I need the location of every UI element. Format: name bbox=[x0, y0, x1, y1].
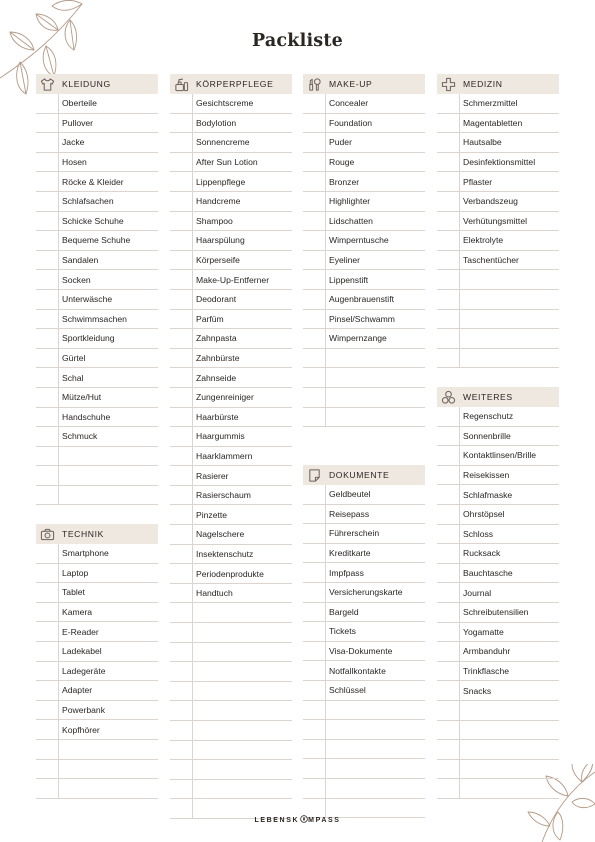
checklist-item-label: Ladekabel bbox=[62, 646, 102, 657]
checklist-item-label: Desinfektionsmittel bbox=[463, 157, 536, 168]
checklist-item-label: Concealer bbox=[329, 98, 369, 109]
checklist-row[interactable] bbox=[303, 505, 425, 525]
checklist-row[interactable] bbox=[36, 94, 158, 114]
checklist-row[interactable] bbox=[36, 662, 158, 682]
checklist-row[interactable] bbox=[303, 192, 425, 212]
checklist-row[interactable] bbox=[36, 681, 158, 701]
checklist-row[interactable] bbox=[170, 760, 292, 780]
document-icon bbox=[303, 465, 325, 485]
checklist-item-label: Tablet bbox=[62, 587, 85, 598]
checklist-item-label: Rasierer bbox=[196, 470, 229, 481]
checklist-item-label: Schmerzmittel bbox=[463, 98, 518, 109]
checklist-item-label: Insektenschutz bbox=[196, 548, 254, 559]
checklist-item-label: Bargeld bbox=[329, 606, 359, 617]
checklist-item-label: Sandalen bbox=[62, 255, 99, 266]
checklist-item-label: Handschuhe bbox=[62, 411, 111, 422]
checklist-item-label: Laptop bbox=[62, 567, 89, 578]
checklist-item-label: Bequeme Schuhe bbox=[62, 235, 131, 246]
checklist-item-label: Socken bbox=[62, 274, 91, 285]
checklist-row[interactable] bbox=[303, 94, 425, 114]
checklist-item-label: Schal bbox=[62, 372, 84, 383]
checklist-row[interactable] bbox=[437, 94, 559, 114]
checklist-row[interactable] bbox=[36, 779, 158, 799]
section-kleidung bbox=[36, 74, 158, 505]
checklist-row[interactable] bbox=[170, 505, 292, 525]
checklist-item-label: Augenbrauenstift bbox=[329, 294, 394, 305]
section-weiteres bbox=[437, 387, 559, 799]
checklist-item-label: Verbandszeug bbox=[463, 196, 518, 207]
checklist-row[interactable] bbox=[437, 466, 559, 486]
checklist-row[interactable] bbox=[36, 486, 158, 506]
checklist-item-label: Trinkflasche bbox=[463, 666, 510, 677]
checklist-row[interactable] bbox=[36, 368, 158, 388]
checklist-item-label: Smartphone bbox=[62, 548, 109, 559]
checklist-item-label: Foundation bbox=[329, 117, 373, 128]
section-title: WEITERES bbox=[463, 392, 513, 402]
checklist-row[interactable] bbox=[303, 388, 425, 408]
section-medizin bbox=[437, 74, 559, 368]
checklist-item-label: Periodenprodukte bbox=[196, 568, 264, 579]
section-dokumente bbox=[303, 465, 425, 818]
checklist-item-label: Puder bbox=[329, 137, 352, 148]
checklist-item-label: Snacks bbox=[463, 685, 492, 696]
checklist-row[interactable] bbox=[437, 701, 559, 721]
checklist-row[interactable] bbox=[36, 172, 158, 192]
checklist-rows bbox=[36, 544, 158, 799]
checklist-item-label: Adapter bbox=[62, 685, 93, 696]
checklist-item-label: Reisepass bbox=[329, 508, 370, 519]
checklist-row[interactable] bbox=[437, 446, 559, 466]
checklist-row[interactable] bbox=[437, 270, 559, 290]
checklist-item-label: Führerschein bbox=[329, 528, 380, 539]
checklist-item-label: Oberteile bbox=[62, 98, 97, 109]
section-title: TECHNIK bbox=[62, 529, 104, 539]
checklist-row[interactable] bbox=[36, 270, 158, 290]
checklist-row[interactable] bbox=[303, 603, 425, 623]
checklist-item-label: Regenschutz bbox=[463, 411, 514, 422]
checklist-item-label: Mütze/Hut bbox=[62, 392, 102, 403]
checklist-row[interactable] bbox=[170, 368, 292, 388]
checklist-row[interactable] bbox=[170, 114, 292, 134]
checklist-row[interactable] bbox=[303, 270, 425, 290]
checklist-item-label: Make-Up-Entferner bbox=[196, 274, 270, 285]
checklist-row[interactable] bbox=[170, 662, 292, 682]
checklist-row[interactable] bbox=[170, 172, 292, 192]
checklist-row[interactable] bbox=[437, 212, 559, 232]
section-header-kleidung bbox=[36, 74, 158, 94]
checklist-row[interactable] bbox=[170, 603, 292, 623]
checklist-item-label: Haarbürste bbox=[196, 411, 239, 422]
checklist-item-label: Jacke bbox=[62, 137, 85, 148]
checklist-item-label: Bodylotion bbox=[196, 117, 237, 128]
checklist-item-label: Sonnencreme bbox=[196, 137, 250, 148]
checklist-item-label: Sportkleidung bbox=[62, 333, 115, 344]
brand-logo bbox=[0, 815, 595, 824]
checklist-item-label: Wimpernzange bbox=[329, 333, 387, 344]
checklist-row[interactable] bbox=[303, 720, 425, 740]
checklist-item-label: Unterwäsche bbox=[62, 294, 113, 305]
checklist-item-label: Yogamatte bbox=[463, 626, 504, 637]
checklist-row[interactable] bbox=[170, 251, 292, 271]
checklist-row[interactable] bbox=[437, 525, 559, 545]
checklist-rows bbox=[437, 94, 559, 368]
checklist-item-label: Rasierschaum bbox=[196, 490, 251, 501]
checklist-row[interactable] bbox=[36, 349, 158, 369]
checklist-row[interactable] bbox=[170, 153, 292, 173]
checklist-row[interactable] bbox=[36, 192, 158, 212]
checklist-row[interactable] bbox=[170, 349, 292, 369]
checklist-item-label: Sonnenbrille bbox=[463, 430, 511, 441]
checklist-item-label: Visa-Dokumente bbox=[329, 646, 393, 657]
checklist-row[interactable] bbox=[36, 114, 158, 134]
checklist-item-label: Ladegeräte bbox=[62, 665, 106, 676]
checklist-item-label: Schwimmsachen bbox=[62, 313, 127, 324]
checklist-row[interactable] bbox=[437, 153, 559, 173]
checklist-item-label: Handtuch bbox=[196, 588, 233, 599]
checklist-row[interactable] bbox=[36, 427, 158, 447]
checklist-row[interactable] bbox=[170, 329, 292, 349]
checklist-row[interactable] bbox=[437, 172, 559, 192]
checklist-item-label: Impfpass bbox=[329, 567, 364, 578]
section-header-technik bbox=[36, 524, 158, 544]
checklist-row[interactable] bbox=[170, 94, 292, 114]
checklist-item-label: Tickets bbox=[329, 626, 356, 637]
checklist-item-label: Röcke & Kleider bbox=[62, 176, 124, 187]
checklist-row[interactable] bbox=[437, 740, 559, 760]
checklist-row[interactable] bbox=[36, 231, 158, 251]
checklist-item-label: Schreibutensilien bbox=[463, 607, 529, 618]
section-title: MEDIZIN bbox=[463, 79, 503, 89]
checklist-row[interactable] bbox=[303, 524, 425, 544]
checklist-row[interactable] bbox=[36, 251, 158, 271]
checklist-row[interactable] bbox=[170, 447, 292, 467]
brand-text-left: LEBENSK bbox=[254, 817, 300, 824]
checklist-row[interactable] bbox=[36, 701, 158, 721]
checklist-item-label: Versicherungskarte bbox=[329, 587, 403, 598]
checklist-row[interactable] bbox=[303, 408, 425, 428]
checklist-row[interactable] bbox=[437, 760, 559, 780]
checklist-item-label: Kreditkarte bbox=[329, 548, 371, 559]
checklist-item-label: Eyeliner bbox=[329, 255, 361, 266]
checklist-item-label: Rucksack bbox=[463, 548, 501, 559]
checklist-item-label: Pinsel/Schwamm bbox=[329, 313, 395, 324]
camera-icon bbox=[36, 524, 58, 544]
checklist-row[interactable] bbox=[303, 133, 425, 153]
shirt-icon bbox=[36, 74, 58, 94]
checklist-row[interactable] bbox=[36, 564, 158, 584]
checklist-row[interactable] bbox=[36, 622, 158, 642]
checklist-row[interactable] bbox=[170, 721, 292, 741]
checklist-row[interactable] bbox=[303, 740, 425, 760]
section-title: KÖRPERPFLEGE bbox=[196, 79, 274, 89]
checklist-row[interactable] bbox=[437, 114, 559, 134]
checklist-row[interactable] bbox=[437, 623, 559, 643]
checklist-item-label: Zahnseide bbox=[196, 372, 237, 383]
checklist-row[interactable] bbox=[36, 212, 158, 232]
checklist-item-label: Schmuck bbox=[62, 431, 98, 442]
checklist-row[interactable] bbox=[36, 544, 158, 564]
checklist-row[interactable] bbox=[170, 290, 292, 310]
checklist-item-label: Hosen bbox=[62, 157, 87, 168]
checklist-item-label: Hautsalbe bbox=[463, 137, 502, 148]
checklist-item-label: Schloss bbox=[463, 528, 494, 539]
checklist-item-label: Haargummis bbox=[196, 431, 245, 442]
checklist-item-label: Lippenpflege bbox=[196, 176, 246, 187]
checklist-row[interactable] bbox=[303, 583, 425, 603]
checklist-row[interactable] bbox=[170, 310, 292, 330]
checklist-row[interactable] bbox=[170, 584, 292, 604]
checklist-item-label: Schlüssel bbox=[329, 685, 366, 696]
checklist-row[interactable] bbox=[170, 192, 292, 212]
section-title: KLEIDUNG bbox=[62, 79, 111, 89]
checklist-row[interactable] bbox=[437, 681, 559, 701]
checklist-row[interactable] bbox=[36, 329, 158, 349]
checklist-row[interactable] bbox=[303, 349, 425, 369]
checklist-item-label: Handcreme bbox=[196, 196, 241, 207]
checklist-row[interactable] bbox=[36, 760, 158, 780]
checklist-row[interactable] bbox=[170, 408, 292, 428]
checklist-item-label: Bauchtasche bbox=[463, 568, 513, 579]
checklist-item-label: Gürtel bbox=[62, 353, 86, 364]
checklist-row[interactable] bbox=[303, 779, 425, 799]
checklist-row[interactable] bbox=[437, 407, 559, 427]
checklist-row[interactable] bbox=[36, 740, 158, 760]
checklist-row[interactable] bbox=[170, 133, 292, 153]
checklist-row[interactable] bbox=[437, 310, 559, 330]
checklist-row[interactable] bbox=[303, 212, 425, 232]
checklist-row[interactable] bbox=[36, 133, 158, 153]
checklist-item-label: Schlafsachen bbox=[62, 196, 114, 207]
checklist-item-label: Geldbeutel bbox=[329, 489, 371, 500]
checklist-rows bbox=[303, 485, 425, 818]
medical-cross-icon bbox=[437, 74, 459, 94]
checklist-row[interactable] bbox=[303, 642, 425, 662]
circles-icon bbox=[437, 387, 459, 407]
checklist-row[interactable] bbox=[36, 466, 158, 486]
checklist-item-label: Pflaster bbox=[463, 176, 493, 187]
checklist-row[interactable] bbox=[36, 408, 158, 428]
checklist-row[interactable] bbox=[170, 643, 292, 663]
checklist-item-label: Nagelschere bbox=[196, 529, 245, 540]
checklist-row[interactable] bbox=[170, 545, 292, 565]
checklist-item-label: Kamera bbox=[62, 607, 93, 618]
checklist-row[interactable] bbox=[303, 329, 425, 349]
section-header-medizin bbox=[437, 74, 559, 94]
checklist-row[interactable] bbox=[303, 172, 425, 192]
checklist-row[interactable] bbox=[303, 563, 425, 583]
checklist-row[interactable] bbox=[170, 701, 292, 721]
checklist-item-label: Reisekissen bbox=[463, 470, 510, 481]
checklist-row[interactable] bbox=[303, 290, 425, 310]
checklist-row[interactable] bbox=[437, 662, 559, 682]
checklist-row[interactable] bbox=[437, 485, 559, 505]
cosmetics-icon bbox=[170, 74, 192, 94]
checklist-item-label: Schlafmaske bbox=[463, 489, 513, 500]
checklist-item-label: Parfüm bbox=[196, 313, 224, 324]
checklist-item-label: Shampoo bbox=[196, 215, 233, 226]
checklist-item-label: Schicke Schuhe bbox=[62, 215, 124, 226]
section-koerperpflege bbox=[170, 74, 292, 819]
checklist-row[interactable] bbox=[437, 721, 559, 741]
checklist-item-label: Haarklammern bbox=[196, 450, 253, 461]
checklist-row[interactable] bbox=[303, 701, 425, 721]
checklist-row[interactable] bbox=[437, 192, 559, 212]
checklist-rows bbox=[437, 407, 559, 799]
checklist-item-label: Pinzette bbox=[196, 509, 228, 520]
section-technik bbox=[36, 524, 158, 799]
checklist-row[interactable] bbox=[36, 583, 158, 603]
checklist-row[interactable] bbox=[170, 388, 292, 408]
checklist-item-label: Körperseife bbox=[196, 255, 240, 266]
checklist-row[interactable] bbox=[437, 427, 559, 447]
checklist-row[interactable] bbox=[170, 427, 292, 447]
checklist-row[interactable] bbox=[170, 780, 292, 800]
checklist-item-label: Haarspülung bbox=[196, 235, 245, 246]
checklist-row[interactable] bbox=[303, 310, 425, 330]
checklist-item-label: Elektrolyte bbox=[463, 235, 504, 246]
checklist-row[interactable] bbox=[170, 466, 292, 486]
checklist-item-label: Powerbank bbox=[62, 705, 105, 716]
checklist-item-label: Highlighter bbox=[329, 196, 371, 207]
section-header-weiteres bbox=[437, 387, 559, 407]
brand-text-right: MPASS bbox=[308, 817, 341, 824]
checklist-row[interactable] bbox=[437, 603, 559, 623]
checklist-item-label: Armbanduhr bbox=[463, 646, 511, 657]
checklist-row[interactable] bbox=[437, 290, 559, 310]
checklist-row[interactable] bbox=[36, 310, 158, 330]
page-title: Packliste bbox=[252, 31, 343, 51]
checklist-item-label: Lidschatten bbox=[329, 215, 373, 226]
section-header-makeup bbox=[303, 74, 425, 94]
section-title: MAKE-UP bbox=[329, 79, 373, 89]
checklist-item-label: Gesichtscreme bbox=[196, 98, 254, 109]
checklist-item-label: Rouge bbox=[329, 157, 355, 168]
checklist-rows bbox=[303, 94, 425, 427]
checklist-row[interactable] bbox=[36, 447, 158, 467]
checklist-row[interactable] bbox=[437, 779, 559, 799]
checklist-item-label: Ohrstöpsel bbox=[463, 509, 505, 520]
checklist-item-label: Journal bbox=[463, 587, 492, 598]
checklist-row[interactable] bbox=[36, 290, 158, 310]
checklist-row[interactable] bbox=[437, 544, 559, 564]
section-makeup bbox=[303, 74, 425, 427]
checklist-row[interactable] bbox=[437, 349, 559, 369]
section-header-koerperpflege bbox=[170, 74, 292, 94]
checklist-row[interactable] bbox=[437, 231, 559, 251]
checklist-row[interactable] bbox=[437, 133, 559, 153]
checklist-row[interactable] bbox=[170, 486, 292, 506]
checklist-row[interactable] bbox=[303, 251, 425, 271]
checklist-item-label: Kopfhörer bbox=[62, 724, 100, 735]
checklist-item-label: Bronzer bbox=[329, 176, 360, 187]
checklist-row[interactable] bbox=[36, 642, 158, 662]
checklist-row[interactable] bbox=[303, 114, 425, 134]
checklist-row[interactable] bbox=[437, 564, 559, 584]
checklist-item-label: Wimperntusche bbox=[329, 235, 389, 246]
checklist-row[interactable] bbox=[36, 153, 158, 173]
checklist-row[interactable] bbox=[303, 153, 425, 173]
makeup-icon bbox=[303, 74, 325, 94]
checklist-row[interactable] bbox=[303, 622, 425, 642]
checklist-rows bbox=[170, 94, 292, 819]
checklist-row[interactable] bbox=[170, 682, 292, 702]
checklist-row[interactable] bbox=[170, 741, 292, 761]
checklist-item-label: Zungenreiniger bbox=[196, 392, 254, 403]
checklist-item-label: Notfallkontakte bbox=[329, 665, 386, 676]
section-header-dokumente bbox=[303, 465, 425, 485]
compass-icon bbox=[300, 815, 308, 823]
checklist-row[interactable] bbox=[303, 681, 425, 701]
section-title: DOKUMENTE bbox=[329, 470, 390, 480]
checklist-item-label: Zahnbürste bbox=[196, 353, 240, 364]
checklist-item-label: After Sun Lotion bbox=[196, 157, 258, 168]
checklist-row[interactable] bbox=[36, 720, 158, 740]
checklist-row[interactable] bbox=[36, 388, 158, 408]
checklist-item-label: Kontaktlinsen/Brille bbox=[463, 450, 537, 461]
checklist-row[interactable] bbox=[303, 231, 425, 251]
checklist-row[interactable] bbox=[303, 368, 425, 388]
checklist-item-label: Lippenstift bbox=[329, 274, 369, 285]
checklist-row[interactable] bbox=[437, 642, 559, 662]
checklist-row[interactable] bbox=[303, 759, 425, 779]
checklist-item-label: Magentabletten bbox=[463, 117, 523, 128]
checklist-row[interactable] bbox=[170, 564, 292, 584]
checklist-row[interactable] bbox=[437, 583, 559, 603]
checklist-row[interactable] bbox=[437, 329, 559, 349]
checklist-row[interactable] bbox=[170, 231, 292, 251]
checklist-row[interactable] bbox=[437, 251, 559, 271]
checklist-row[interactable] bbox=[170, 623, 292, 643]
checklist-row[interactable] bbox=[170, 212, 292, 232]
checklist-row[interactable] bbox=[437, 505, 559, 525]
checklist-item-label: Zahnpasta bbox=[196, 333, 237, 344]
checklist-item-label: Verhütungsmittel bbox=[463, 215, 528, 226]
checklist-row[interactable] bbox=[170, 270, 292, 290]
checklist-item-label: Deodorant bbox=[196, 294, 237, 305]
checklist-item-label: Pullover bbox=[62, 117, 94, 128]
checklist-row[interactable] bbox=[170, 525, 292, 545]
checklist-item-label: Taschentücher bbox=[463, 255, 519, 266]
checklist-item-label: E-Reader bbox=[62, 626, 99, 637]
checklist-row[interactable] bbox=[303, 485, 425, 505]
checklist-row[interactable] bbox=[303, 544, 425, 564]
checklist-row[interactable] bbox=[36, 603, 158, 623]
checklist-row[interactable] bbox=[303, 661, 425, 681]
checklist-rows bbox=[36, 94, 158, 505]
